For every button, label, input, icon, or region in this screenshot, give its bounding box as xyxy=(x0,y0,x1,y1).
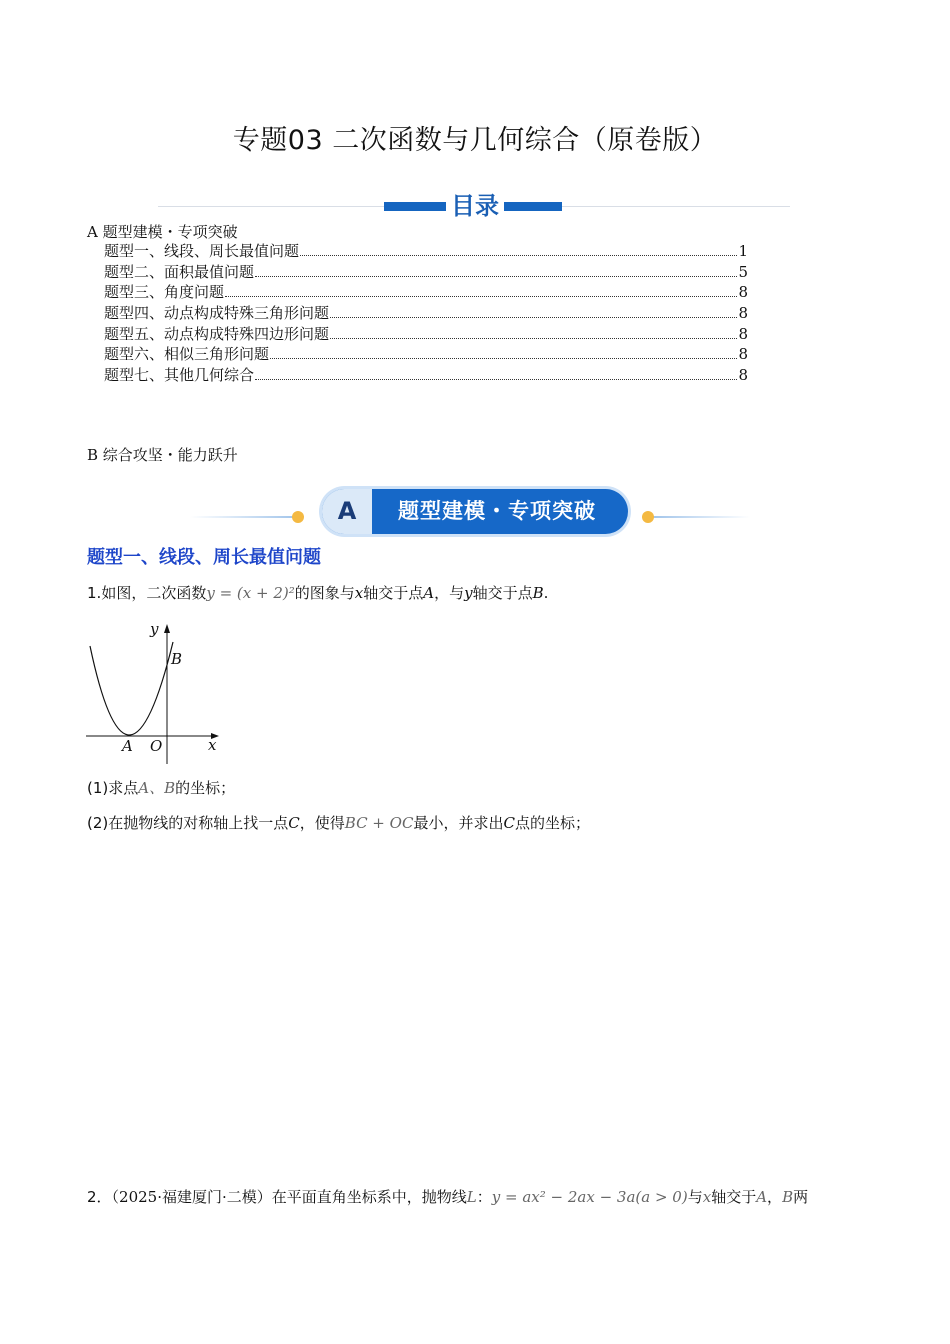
q1-text: ，与 xyxy=(434,584,465,602)
q1-point-b: B xyxy=(532,584,544,602)
toc-item[interactable] xyxy=(104,283,748,301)
part-text: ，使得 xyxy=(299,814,345,832)
toc-bar-right xyxy=(504,202,562,211)
q2-number: 2． xyxy=(87,1188,112,1206)
part-text: 在抛物线的对称轴上找一点 xyxy=(108,814,289,832)
toc-item[interactable] xyxy=(104,325,748,343)
toc-item-label: 题型二、面积最值问题 xyxy=(104,263,255,281)
graph-label-o: O xyxy=(150,737,163,755)
q2-text: 两 xyxy=(793,1188,809,1206)
question-1-part-2 xyxy=(87,812,590,833)
toc-item-label: 题型一、线段、周长最值问题 xyxy=(104,242,300,260)
q1-var-y: y xyxy=(464,584,473,602)
point-c: C xyxy=(288,814,300,832)
y-axis-arrow xyxy=(164,624,170,633)
q2-point-a: A xyxy=(756,1188,768,1206)
toc-item-label: 题型七、其他几何综合 xyxy=(104,366,255,384)
toc-section-b: B 综合攻坚・能力跃升 xyxy=(87,446,238,464)
q2-var-x: x xyxy=(702,1188,712,1206)
q2-var-l: L xyxy=(466,1188,477,1206)
toc-leader xyxy=(330,338,737,339)
part-expression: BC + OC xyxy=(344,814,414,832)
document-title: 专题03 二次函数与几何综合（原卷版） xyxy=(232,125,718,156)
toc-item-page: 8 xyxy=(738,366,748,384)
part-text: 求点 xyxy=(108,779,139,797)
toc-item-page: 1 xyxy=(738,242,748,260)
toc-leader xyxy=(270,358,737,359)
part-text: 的坐标； xyxy=(175,779,236,797)
parabola-graph xyxy=(82,618,227,768)
q1-text: . xyxy=(543,584,549,602)
q2-text: 与 xyxy=(687,1188,703,1206)
q2-text: ， xyxy=(767,1188,783,1206)
toc-item[interactable] xyxy=(104,345,748,363)
toc-item-label: 题型四、动点构成特殊三角形问题 xyxy=(104,304,330,322)
toc-leader xyxy=(255,379,737,380)
toc-item[interactable] xyxy=(104,263,748,281)
point-c: C xyxy=(503,814,515,832)
graph-label-x: x xyxy=(208,736,217,754)
q2-text: 在平面直角坐标系中，抛物线 xyxy=(271,1188,467,1206)
graph-label-a: A xyxy=(122,737,133,755)
part-number: (1) xyxy=(87,779,109,797)
part-number: (2) xyxy=(87,814,109,832)
question-2 xyxy=(87,1186,808,1207)
part-text: 点的坐标； xyxy=(514,814,590,832)
graph-label-b: B xyxy=(171,650,183,668)
q1-number: 1. xyxy=(87,584,102,602)
banner-dot-right xyxy=(642,511,654,523)
toc-item-page: 8 xyxy=(738,304,748,322)
toc-bar-left xyxy=(384,202,446,211)
question-1 xyxy=(87,582,548,603)
q1-text: 轴交于点 xyxy=(472,584,533,602)
q2-text: ： xyxy=(476,1188,492,1206)
q2-formula: y = ax² − 2ax − 3a(a > 0) xyxy=(491,1188,688,1206)
toc-section-a: A 题型建模・专项突破 xyxy=(87,223,238,241)
banner-line-right xyxy=(650,516,750,518)
toc-item-label: 题型三、角度问题 xyxy=(104,283,225,301)
toc-item-page: 5 xyxy=(738,263,748,281)
toc-item-page: 8 xyxy=(738,345,748,363)
q1-point-a: A xyxy=(423,584,435,602)
banner-line-left xyxy=(190,516,300,518)
q2-point-b: B xyxy=(782,1188,794,1206)
part-text: 最小，并求出 xyxy=(413,814,504,832)
toc-leader xyxy=(330,317,737,318)
q2-source: （2025·福建厦门·二模） xyxy=(111,1188,272,1206)
question-1-part-1 xyxy=(87,777,235,798)
toc-leader xyxy=(300,255,737,256)
q1-formula: y = (x + 2)² xyxy=(206,584,295,602)
q1-text: 的图象与 xyxy=(294,584,355,602)
section-title: 题型一、线段、周长最值问题 xyxy=(87,547,321,568)
toc-item-page: 8 xyxy=(738,283,748,301)
banner-letter: A xyxy=(322,489,372,534)
toc-leader xyxy=(225,296,737,297)
q1-var-x: x xyxy=(354,584,364,602)
banner-dot-left xyxy=(292,511,304,523)
toc-item-label: 题型五、动点构成特殊四边形问题 xyxy=(104,325,330,343)
q1-text: 如图，二次函数 xyxy=(101,584,207,602)
q1-text: 轴交于点 xyxy=(363,584,424,602)
toc-item[interactable] xyxy=(104,304,748,322)
banner-text: 题型建模・专项突破 xyxy=(398,499,596,523)
part-points: A、B xyxy=(138,779,176,797)
toc-item[interactable] xyxy=(104,242,748,260)
parabola-curve xyxy=(90,642,173,735)
graph-label-y: y xyxy=(150,620,159,638)
toc-heading: 目录 xyxy=(446,186,504,221)
toc-leader xyxy=(255,276,737,277)
toc-item-label: 题型六、相似三角形问题 xyxy=(104,345,270,363)
toc-item-page: 8 xyxy=(738,325,748,343)
q2-text: 轴交于 xyxy=(711,1188,757,1206)
toc-item[interactable] xyxy=(104,366,748,384)
